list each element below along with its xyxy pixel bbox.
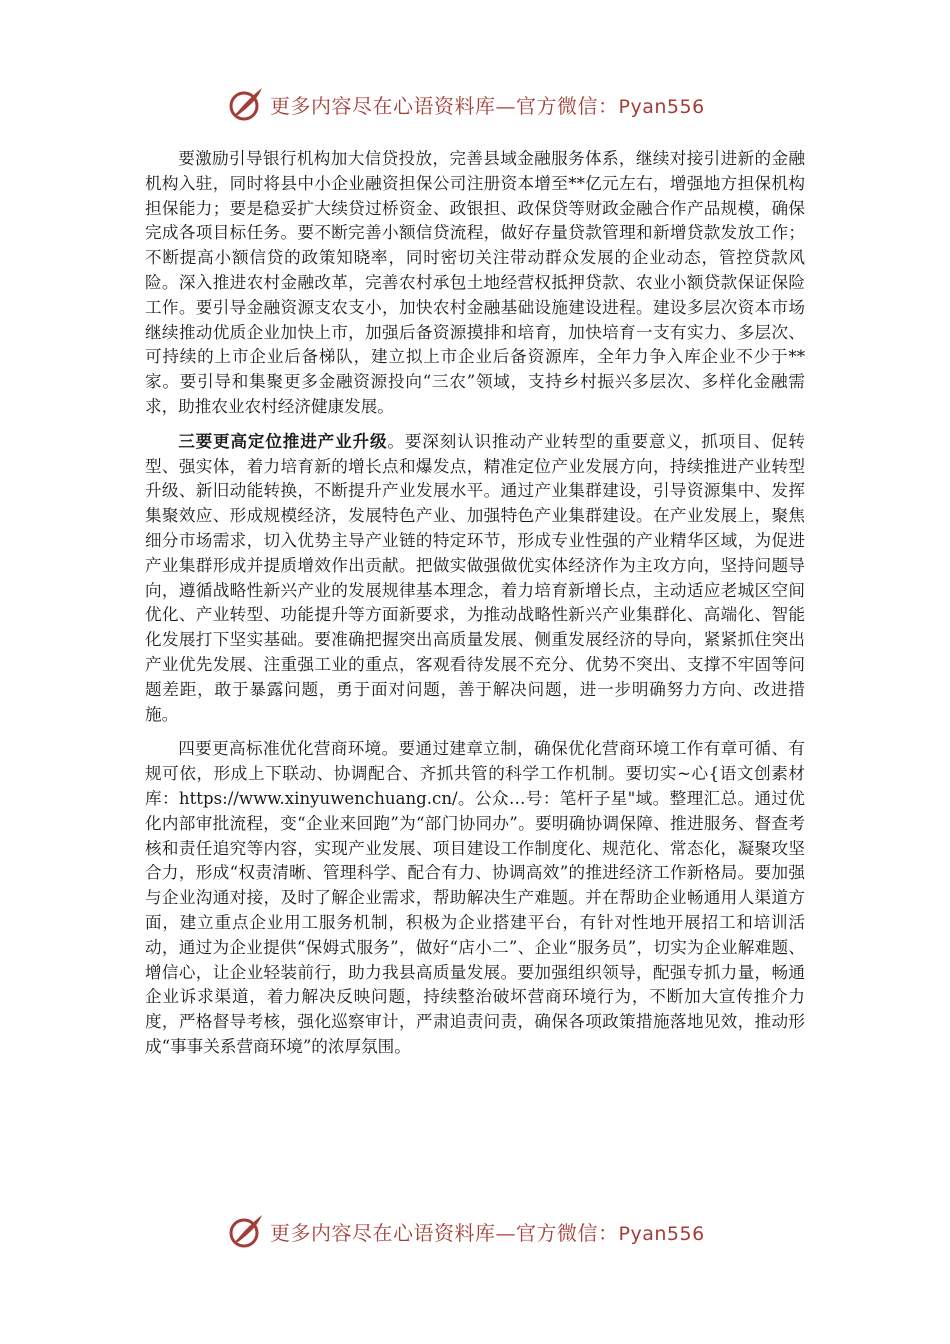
footer-banner [226, 1211, 746, 1251]
document-body [145, 146, 805, 1069]
banner-wechat-id: Pyan556 [618, 95, 705, 118]
paragraph-text: 。要深刻认识推动产业转型的重要意义，抓项目、促转型、强实体，着力培育新的增长点和爆发点，精准定位产业发展方向，持续推进产业转型升级、新旧动能转换，不断提升产业发展水平。通过产业集群建设，引导资源集中、发挥集聚效应、形成规模经济，发展特色产业、加强特色产业集群建设。在产业发展上，聚焦细分市场需求，切入优势主导产业链的特定环节，形成专业性强的产业精华区域，为促进产业集群形成并提质增效作出贡献。把做实做强做优实体经济作为主攻方向，坚持问题导向，遵循战略性新兴产业的发展规律基本理念，着力培育新增长点，主动适应老城区空间优化、产业转型、功能提升等方面新要求，为推动战略性新兴产业集群化、高端化、智能化发展打下坚实基础。要准确把握突出高质量发展、侧重发展经济的导向，紧紧抓住突出产业优先发展、注重强工业的重点，客观看待发展不充分、优势不突出、支撑不牢固等问题差距，敢于暴露问题，勇于面对问题，善于解决问题，进一步明确努力方向、改进措施。 [145, 431, 805, 724]
paragraph-industry-upgrade [145, 429, 805, 728]
banner-prefix: 更多内容尽在心语资料库—官方微信： [270, 1220, 619, 1245]
paragraph-business-environment [145, 736, 805, 1059]
quill-pen-logo-icon [226, 1211, 266, 1251]
banner-text [270, 90, 705, 119]
paragraph-text: 四要更高标准优化营商环境。要通过建章立制，确保优化营商环境工作有章可循、有规可依，形成上下联动、协调配合、齐抓共管的科学工作机制。要切实~心{语文创素材库：https://www.xinyuwenchuang.cn/。公众…号：笔杆子星"域。整理汇总。通过优化内部审批流程，变“企业来回跑”为“部门协同办”。要明确协调保障、推进服务、督查考核和责任追究等内容，实现产业发展、项目建设工作制度化、规范化、常态化，凝聚攻坚合力，形成“权责清晰、管理科学、配合有力、协调高效”的推进经济工作新格局。要加强与企业沟通对接，及时了解企业需求，帮助解决生产难题。并在帮助企业畅通用人渠道方面，建立重点企业用工服务机制，积极为企业搭建平台，有针对性地开展招工和培训活动，通过为企业提供“保姆式服务”，做好“店小二”、企业“服务员”，切实为企业解难题、增信心，让企业轻装前行，助力我县高质量发展。要加强组织领导，配强专抓力量，畅通企业诉求渠道，着力解决反映问题，持续整治破坏营商环境行为，不断加大宣传推介力度，严格督导考核，强化巡察审计，严肃追责问责，确保各项政策措施落地见效，推动形成“事事关系营商环境”的浓厚氛围。 [145, 739, 805, 1056]
quill-pen-logo-icon [226, 84, 266, 124]
paragraph-finance [145, 146, 805, 420]
banner-prefix: 更多内容尽在心语资料库—官方微信： [270, 93, 619, 118]
paragraph-lead: 三要更高定位推进产业升级 [178, 430, 388, 451]
paragraph-text: 要激励引导银行机构加大信贷投放，完善县域金融服务体系，继续对接引进新的金融机构入驻，同时将县中小企业融资担保公司注册资本增至**亿元左右，增强地方担保机构担保能力；要是稳妥扩大续贷过桥资金、政银担、政保贷等财政金融合作产品规模，确保完成各项目标任务。要不断完善小额信贷流程，做好存量贷款管理和新增贷款发放工作；不断提高小额信贷的政策知晓率，同时密切关注带动群众发展的企业动态，管控贷款风险。深入推进农村金融改革，完善农村承包土地经营权抵押贷款、农业小额贷款保证保险工作。要引导金融资源支农支小，加快农村金融基础设施建设进程。建设多层次资本市场继续推动优质企业加快上市，加强后备资源摸排和培育，加快培育一支有实力、多层次、可持续的上市企业后备梯队，建立拟上市企业后备资源库，全年力争入库企业不少于**家。要引导和集聚更多金融资源投向“三农”领域，支持乡村振兴多层次、多样化金融需求，助推农业农村经济健康发展。 [145, 149, 805, 416]
banner-wechat-id: Pyan556 [618, 1222, 705, 1245]
banner-text [270, 1217, 705, 1246]
header-banner [226, 84, 746, 124]
